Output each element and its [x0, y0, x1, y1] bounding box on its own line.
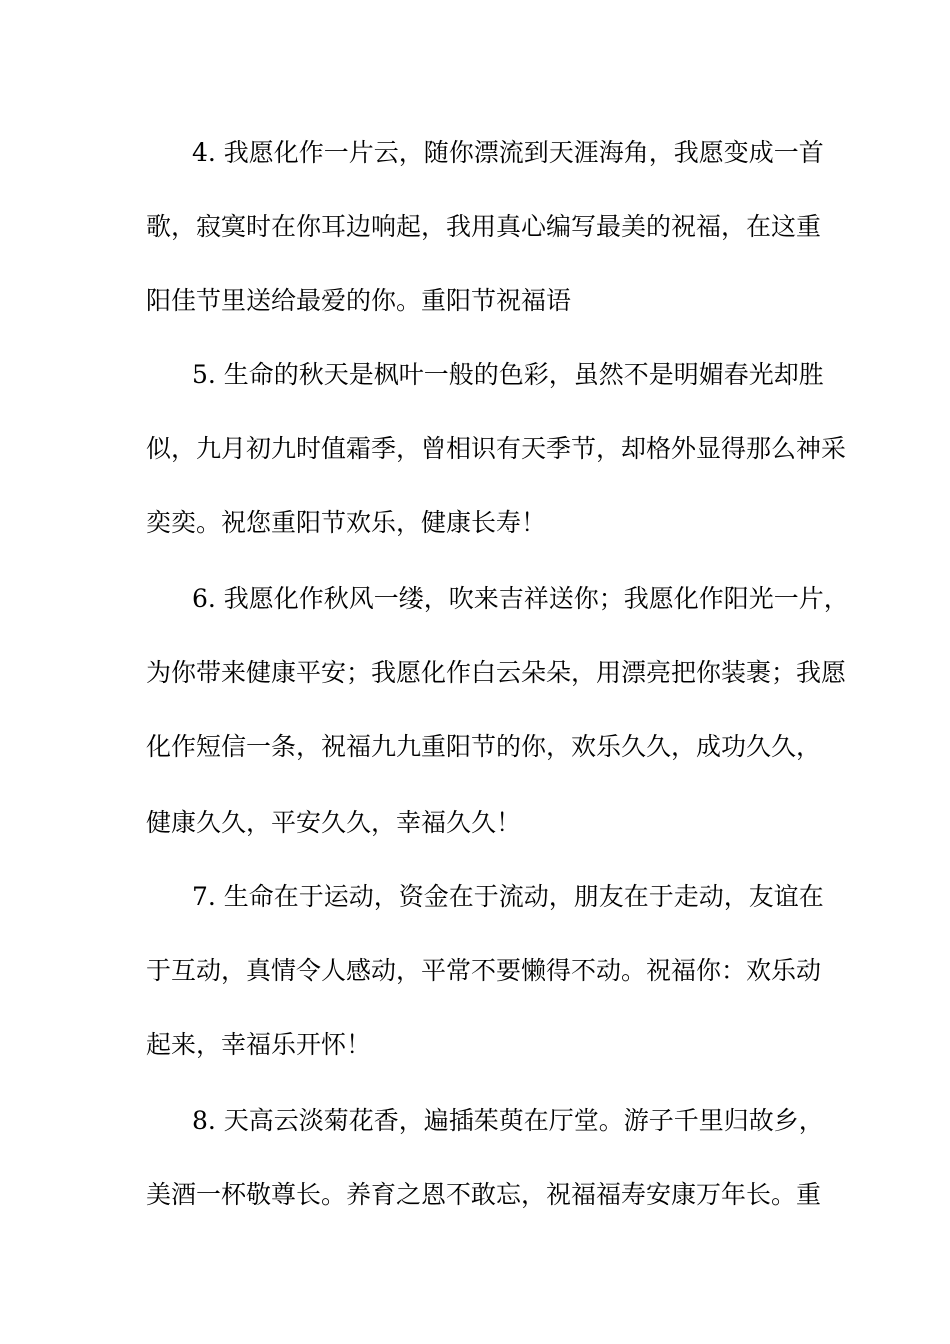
paragraph-7-line-2: 于互动，真情令人感动，平常不要懒得不动。祝福你：欢乐动 [146, 956, 822, 985]
paragraph-6-line-3: 化作短信一条，祝福九九重阳节的你，欢乐久久，成功久久， [146, 732, 822, 761]
paragraph-5-line-2: 似，九月初九时值霜季，曾相识有天季节，却格外显得那么神采 [146, 434, 847, 463]
paragraph-6-line-4: 健康久久，平安久久，幸福久久！ [146, 808, 522, 837]
paragraph-7-line-3: 起来，幸福乐开怀！ [146, 1030, 372, 1059]
paragraph-4-line-3: 阳佳节里送给最爱的你。重阳节祝福语 [146, 286, 572, 315]
paragraph-6-line-2: 为你带来健康平安；我愿化作白云朵朵，用漂亮把你装裹；我愿 [146, 658, 847, 687]
paragraph-7-line-1: 7. 生命在于运动，资金在于流动，朋友在于走动，友谊在 [192, 882, 824, 911]
paragraph-4-line-2: 歌，寂寞时在你耳边响起，我用真心编写最美的祝福，在这重 [146, 212, 822, 241]
paragraph-8-line-2: 美酒一杯敬尊长。养育之恩不敢忘，祝福福寿安康万年长。重 [146, 1180, 822, 1209]
paragraph-5-line-3: 奕奕。祝您重阳节欢乐，健康长寿！ [146, 508, 547, 537]
paragraph-8-line-1: 8. 天高云淡菊花香，遍插茱萸在厅堂。游子千里归故乡， [192, 1106, 824, 1135]
paragraph-5-line-1: 5. 生命的秋天是枫叶一般的色彩，虽然不是明媚春光却胜 [192, 360, 824, 389]
paragraph-6-line-1: 6. 我愿化作秋风一缕，吹来吉祥送你；我愿化作阳光一片， [192, 584, 849, 613]
paragraph-4-line-1: 4. 我愿化作一片云，随你漂流到天涯海角，我愿变成一首 [192, 138, 824, 167]
